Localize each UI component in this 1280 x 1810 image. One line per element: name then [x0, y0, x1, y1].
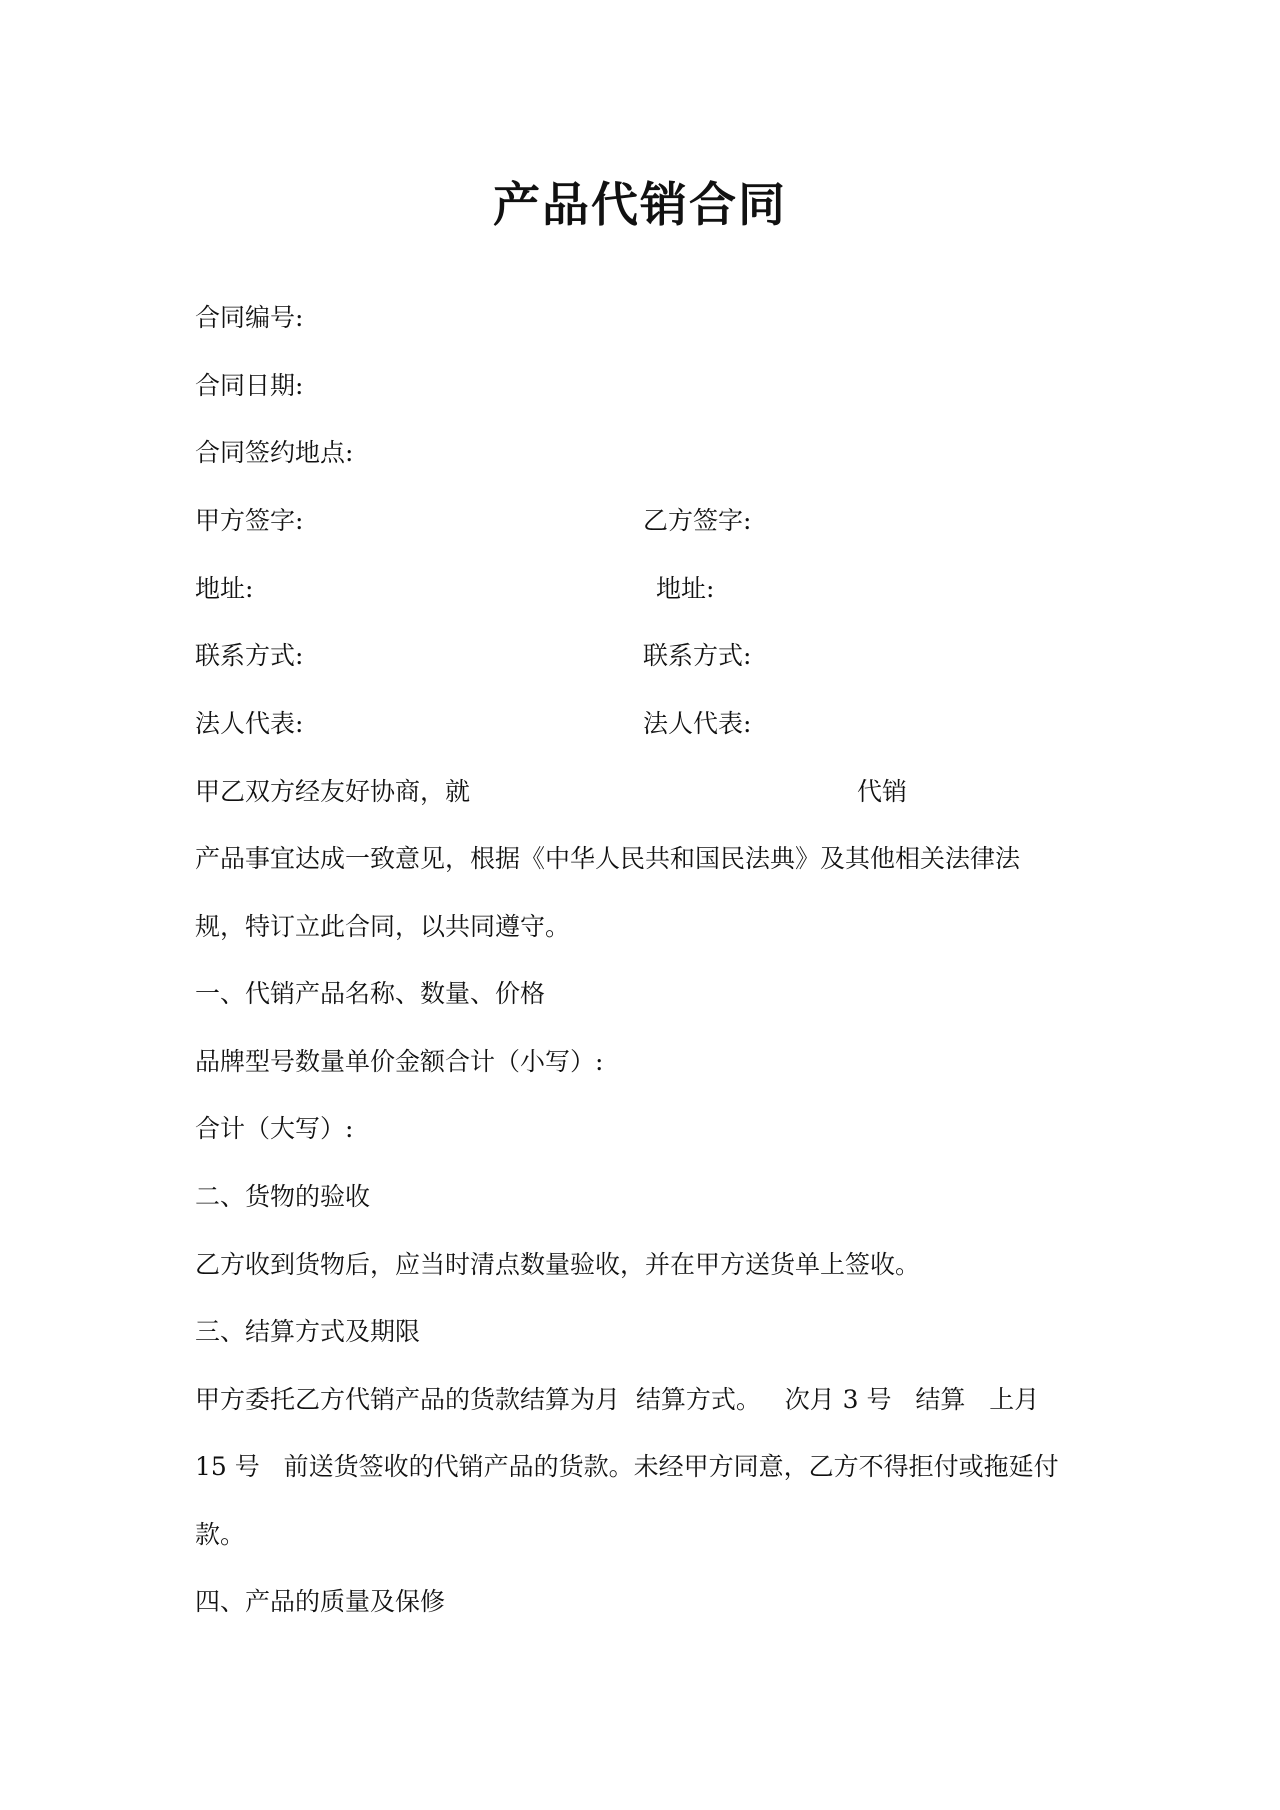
section1-heading: 一、代销产品名称、数量、价格 [195, 979, 546, 1008]
party-a-address-label: 地址: [195, 574, 254, 603]
party-b-address-label: 地址: [656, 574, 715, 603]
section2-text: 乙方收到货物后，应当时清点数量验收，并在甲方送货单上签收。 [195, 1250, 921, 1279]
document-title: 产品代销合同 [493, 178, 787, 233]
section1-total-upper: 合计（大写）: [195, 1114, 354, 1143]
party-a-signature-label: 甲方签字: [195, 506, 304, 535]
section3-line2: 15 号 前送货签收的代销产品的货款。未经甲方同意，乙方不得拒付或拖延付 [195, 1452, 1059, 1481]
signing-place-label: 合同签约地点: [195, 438, 354, 467]
party-b-signature-label: 乙方签字: [643, 506, 752, 535]
section3-line3: 款。 [195, 1520, 246, 1549]
party-a-contact-label: 联系方式: [195, 641, 304, 670]
party-b-legal-rep-label: 法人代表: [643, 709, 752, 738]
party-a-legal-rep-label: 法人代表: [195, 709, 304, 738]
section2-heading: 二、货物的验收 [195, 1182, 371, 1211]
intro-text-part1: 甲乙双方经友好协商，就 [195, 777, 471, 806]
intro-text-part2: 代销 [857, 777, 908, 806]
contract-date-label: 合同日期: [195, 371, 304, 400]
section1-table-header: 品牌型号数量单价金额合计（小写）: [195, 1047, 604, 1076]
intro-text-line2: 产品事宜达成一致意见，根据《中华人民共和国民法典》及其他相关法律法 [195, 844, 1021, 873]
intro-text-line3: 规，特订立此合同，以共同遵守。 [195, 912, 571, 941]
section3-heading: 三、结算方式及期限 [195, 1317, 421, 1346]
section3-line1: 甲方委托乙方代销产品的货款结算为月 结算方式。 次月 3 号 结算 上月 [195, 1385, 1040, 1414]
contract-number-label: 合同编号: [195, 303, 304, 332]
section4-heading: 四、产品的质量及保修 [195, 1587, 446, 1616]
party-b-contact-label: 联系方式: [643, 641, 752, 670]
